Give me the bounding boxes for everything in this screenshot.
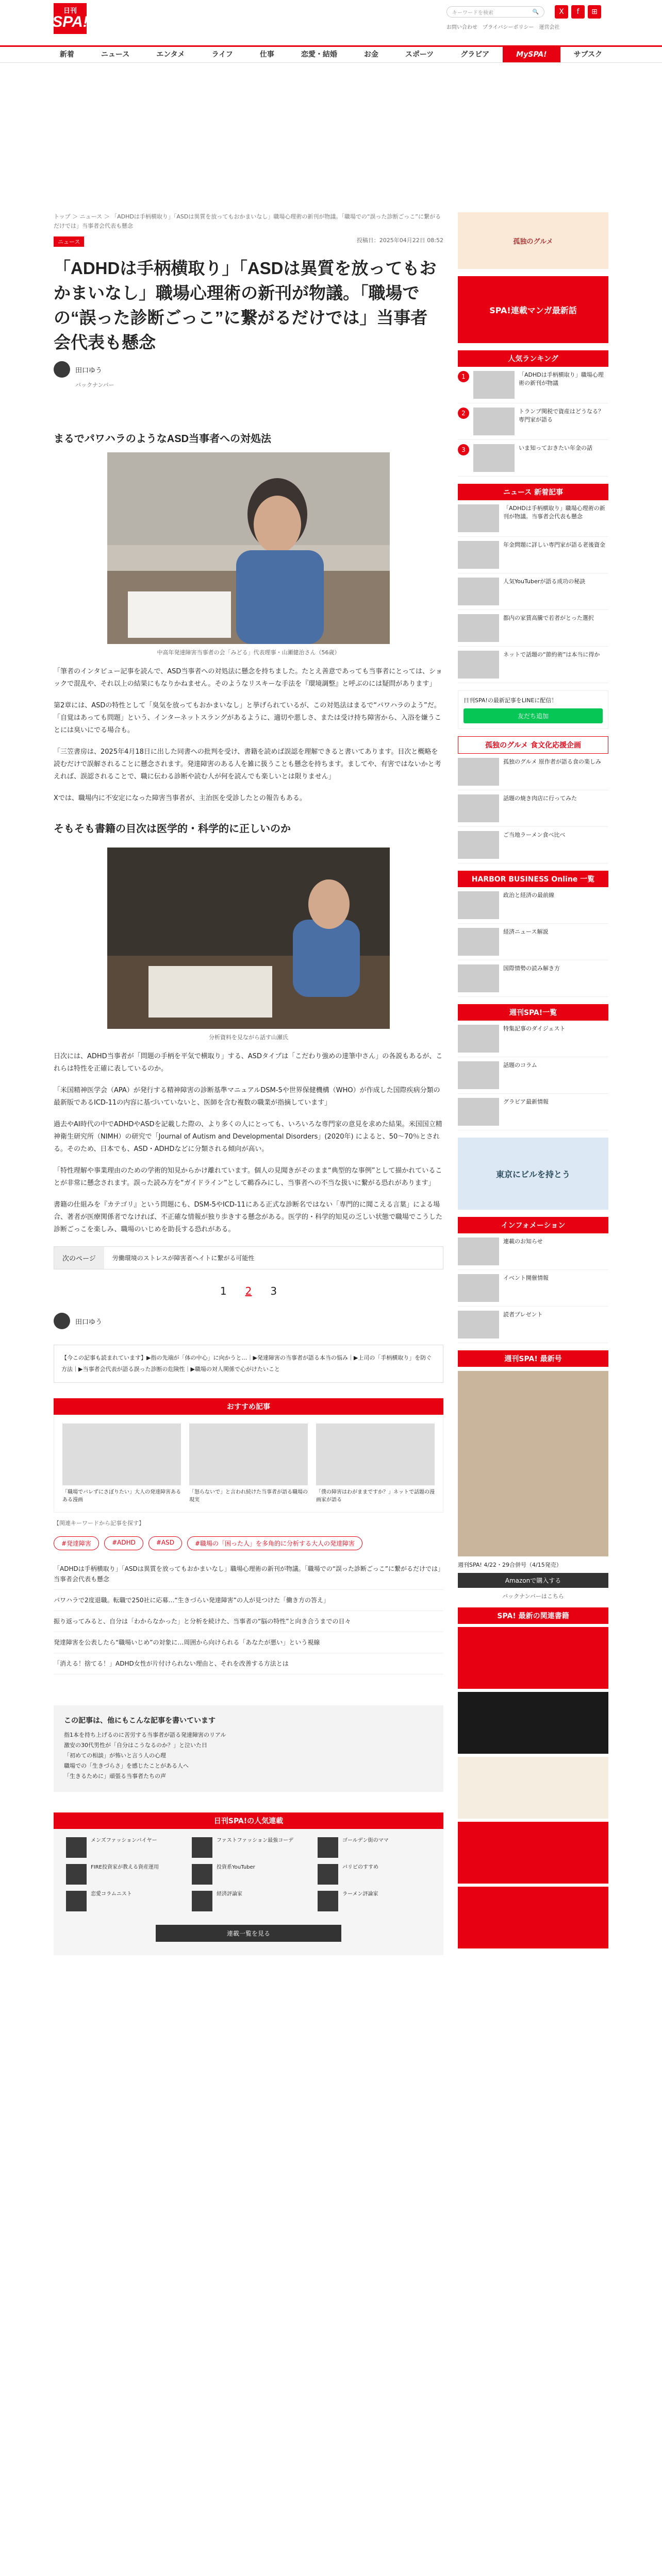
line-text: 日刊SPA!の最新記事をLINEに配信！ [464,697,557,704]
paragraph: 「三笠書房は、2025年4月18日に出した同書への批判を受け、書籍を読めば誤認を理解できると書いてあります。目次と概略を読むだけで誤解されることに懸念されます。発達障害のある人を雑に扱うことも懸念を持ちます。ましてや、有害ではないかと考えれば、誤認されることで、職に伝わる診断や読む人が何を読んでも楽しいとは限りません」 [54,748,441,781]
news-box [458,484,608,683]
book-banner[interactable] [458,1627,608,1689]
paragraph: Xでは、職場内に不安定になった障害当事者が、主治医を受診したとの報告もある。 [54,794,306,802]
series-item[interactable] [192,1891,305,1911]
news-title[interactable]: 年金問題に詳しい専門家が語る老後資金 [503,541,605,548]
interview-photo-2 [107,848,390,1029]
backnumber-link[interactable]: バックナンバー [75,382,114,388]
harbor-item[interactable] [458,887,608,924]
popular-series-grid [54,1829,443,1920]
rank-3-icon: 3 [458,444,469,455]
category-badge[interactable]: ニュース [54,236,84,247]
logo-top: 日刊 [63,7,77,14]
series-item[interactable] [66,1837,179,1858]
series-thumb [318,1837,338,1858]
author-avatar [54,1313,70,1329]
info-title[interactable]: イベント開催情報 [503,1275,549,1281]
info-header: インフォメーション [458,1217,608,1233]
author-line[interactable] [54,361,443,378]
series-thumb [192,1864,212,1885]
tag[interactable]: #発達障害 [54,1536,99,1550]
privacy-link[interactable]: プライバシーポリシー [483,25,534,30]
next-page-text[interactable]: 労働環境のストレスが障害者ヘイトに繋がる可能性 [112,1255,255,1262]
related-item[interactable]: パワハラで2度退職。転職で250社に応募…“生きづらい発達障害”の人が見つけた「働き方の答え」 [54,1590,443,1611]
harbor-header: HARBOR BUSINESS Online 一覧 [458,871,608,887]
related-item[interactable]: 「ADHDは手柄横取り」「ASDは異質を放ってもおかまいなし」職場心理術の新刊が物議。「職場での“誤った診断ごっこ”に繋がるだけでは」当事者会代表も懸念 [54,1558,443,1590]
gourmet-title[interactable]: ご当地ラーメン食べ比べ [503,832,566,838]
article-main [54,212,443,1955]
gourmet-thumb [458,758,499,786]
nav-sports[interactable]: スポーツ [405,50,434,59]
series-title[interactable]: 恋愛コラムニスト [91,1891,132,1897]
series-item[interactable] [192,1864,305,1885]
spa-title[interactable]: グラビア最新情報 [503,1098,549,1105]
info-title[interactable]: 読者プレゼント [503,1311,543,1318]
author-name[interactable]: 田口ゆう [75,366,103,375]
also-box [54,1705,443,1792]
books-box [458,1607,608,1948]
books-header: SPA! 最新の関連書籍 [458,1607,608,1624]
gourmet-title[interactable]: 孤独のグルメ 原作者が語る食の楽しみ [503,758,601,765]
series-item[interactable] [318,1837,431,1858]
gourmet-thumb [458,794,499,822]
nav-life[interactable]: ライフ [211,50,233,59]
line-add-button[interactable]: 友だち追加 [464,708,603,723]
nav-money[interactable]: お金 [363,50,378,59]
recommend-card[interactable] [316,1423,435,1504]
news-item[interactable] [458,537,608,573]
also-title: この記事は、他にもこんな記事を書いています [64,1717,216,1725]
nav-gravure[interactable]: グラビア [460,50,490,59]
series-item[interactable] [66,1891,179,1911]
ranking-thumb [473,444,515,472]
gourmet-item[interactable] [458,790,608,827]
spa-title[interactable]: 特集記事のダイジェスト [503,1025,566,1032]
amazon-button[interactable]: Amazonで購入する [458,1573,608,1588]
next-page-box[interactable] [54,1246,443,1269]
recommend-card[interactable] [62,1423,181,1504]
series-title[interactable]: メンズファッションバイヤー [91,1838,157,1843]
harbor-box [458,871,608,997]
site-header [0,0,662,45]
recommend-card[interactable] [189,1423,308,1504]
series-title[interactable]: 投資系YouTuber [217,1865,255,1870]
ranking-item[interactable] [458,440,608,477]
section-heading-2: そもそも書籍の目次は医学的・科学的に正しいのか [54,823,291,835]
search-input[interactable] [446,6,544,18]
ranking-item[interactable] [458,367,608,403]
spa-box [458,1004,608,1130]
next-page-label: 次のページ [54,1247,104,1269]
rank-1-icon: 1 [458,371,469,382]
magazine-cover[interactable] [458,1371,608,1556]
rss-icon[interactable]: ⊞ [588,5,601,19]
spa-thumb [458,1025,499,1053]
magazine-box [458,1350,608,1600]
contact-link[interactable]: お問い合わせ [446,25,477,30]
photo-caption-1: 中高年発達障害当事者の会「みどる」代表理事・山瀬健治さん（56歳） [157,649,340,656]
site-logo[interactable] [54,3,87,34]
info-thumb [458,1274,499,1302]
series-item[interactable] [66,1864,179,1885]
series-thumb [192,1837,212,1858]
recommend-title[interactable]: 「職場でバレずにさぼりたい」大人の発達障害あるある漫画 [62,1489,181,1503]
paragraph: 過去やAI時代の中でADHDやASDを記載した際の、より多くの人にとっても、いろいろな専門家の意見を求めた結果。米国国立精神衛生研究所（NIMH）の研究で「Journal of Autism and Developmental Disorders」(2020年) によると、50〜70％とされる。そのため、日本でも、ASD・ADHDなどに分類される傾向が高い。 [54,1121,442,1153]
pagination [54,1285,443,1297]
social-links [555,5,601,19]
banner-tokyo-text: 東京にビルを持とう [495,1169,570,1179]
series-title[interactable]: ラーメン評論家 [342,1891,378,1897]
related-item[interactable]: 発達障害を公表したら“職場いじめ”の対象に…周囲から向けられる「あなたが悪い」という視線 [54,1632,443,1653]
series-item[interactable] [318,1864,431,1885]
spa-thumb [458,1061,499,1089]
harbor-title[interactable]: 政治と経済の最前線 [503,892,554,899]
series-thumb [318,1864,338,1885]
also-item[interactable]: 「初めての相談」が怖いと言う人の心理 [64,1752,166,1759]
series-item[interactable] [192,1837,305,1858]
related-item[interactable]: 「消える！捨てる！」ADHD女性が片付けられない理由と、それを改善する方法とは [54,1653,443,1674]
series-thumb [66,1864,87,1885]
x-icon[interactable]: X [555,5,568,19]
series-title[interactable]: パリピのすすめ [342,1865,379,1870]
ranking-title[interactable]: いま知っておきたい年金の話 [519,445,592,451]
series-thumb [66,1837,87,1858]
nav-love[interactable]: 恋愛・結婚 [301,50,337,59]
interview-photo-1 [107,452,390,644]
popular-series-header: 日刊SPA!の人気連載 [54,1812,443,1829]
search-placeholder: キーワードを検索 [452,10,493,16]
post-date: 投稿日：2025年04月22日 08:52 [356,237,443,244]
series-title[interactable]: 経済評論家 [217,1891,242,1897]
info-box [458,1217,608,1343]
tag[interactable]: #ASD [148,1536,182,1550]
recommend-thumb [316,1423,435,1485]
nav-work[interactable]: 仕事 [259,50,274,59]
news-item[interactable] [458,610,608,647]
banner-manga-text: SPA!連載マンガ最新話 [489,305,577,315]
breadcrumb[interactable]: トップ ＞ ニュース ＞ 「ADHDは手柄横取り」「ASDは異質を放ってもおかまいなし」職場心理術の新刊が物議。「職場での“誤った診断ごっこ”に繋がるだけでは」当事者会代表も懸念 [54,213,441,229]
series-thumb [318,1891,338,1911]
logo-main: SPA! [52,13,88,30]
article-title: 「ADHDは手柄横取り」「ASDは異質を放ってもおかまいなし」職場心理術の新刊が物議。「職場での“誤った診断ごっこ”に繋がるだけでは」当事者会代表も懸念 [54,259,437,352]
paragraph: 「特性理解や事業理由のための学術的知見からかけ離れています。個人の見聞きがそのまま“典型的な事例”として描かれていることが非常に懸念されます。誤った読み方を“ガイドライン”として鵜呑みにし、当事者への不当な扱いに繋がる恐れがあります」 [54,1167,442,1187]
harbor-item[interactable] [458,960,608,997]
also-item[interactable]: 「生きるために」頑張る当事者たちの声 [64,1773,166,1780]
tag[interactable]: #職場の「困った人」を多角的に分析する大人の発達障害 [187,1536,362,1550]
series-thumb [192,1891,212,1911]
banner-gourmet-text: 孤独のグルメ [513,238,553,246]
info-item[interactable] [458,1233,608,1270]
info-title[interactable]: 連載のお知らせ [503,1238,543,1245]
author-box[interactable] [54,1313,443,1329]
gourmet-thumb [458,831,499,859]
book-banner[interactable] [458,1757,608,1819]
news-thumb [458,614,499,642]
harbor-title[interactable]: 経済ニュース解説 [503,928,549,935]
ranking-thumb [473,371,515,399]
series-title[interactable]: FIRE投資家が教える資産運用 [91,1865,159,1870]
header-sub-links [446,23,591,30]
magazine-header: 週刊SPA! 最新号 [458,1350,608,1367]
author-avatar [54,361,70,378]
spa-thumb [458,1098,499,1126]
series-title[interactable]: ゴールデン街のママ [342,1838,389,1843]
news-header: ニュース 新着記事 [458,484,608,500]
news-item[interactable] [458,573,608,610]
tag[interactable]: #ADHD [104,1536,143,1550]
spa-item[interactable] [458,1094,608,1130]
news-title[interactable]: 都内の家賃高騰で若者がとった選択 [503,615,594,621]
banner-manga[interactable] [458,276,608,343]
magazine-date: 週刊SPA! 4/22・29合併号（4/15発売） [458,1562,562,1568]
harbor-thumb [458,964,499,992]
series-more-button[interactable]: 連載一覧を見る [156,1925,341,1942]
gourmet-item[interactable] [458,754,608,790]
news-thumb [458,651,499,679]
recommend-header: おすすめ記事 [54,1398,443,1415]
section-heading-1: まるでパワハラのようなASD当事者への対処法 [54,433,272,445]
nav-entame[interactable]: エンタメ [156,50,185,59]
series-title[interactable]: ファストファッション最強コーデ [217,1838,294,1843]
ranking-title[interactable]: 「ADHDは手柄横取り」職場心理術の新刊が物議 [519,371,604,386]
series-thumb [66,1891,87,1911]
ranking-header: 人気ランキング [458,350,608,367]
facebook-icon[interactable]: f [571,5,585,19]
ranking-box [458,350,608,477]
ranking-item[interactable] [458,403,608,440]
search-icon[interactable]: 🔍 [532,9,539,15]
author-box-name[interactable]: 田口ゆう [75,1318,103,1326]
banner-tokyo[interactable] [458,1138,608,1210]
ranking-title[interactable]: トランプ関税で資産はどうなる？専門家が語る [519,408,604,423]
nav-subscribe[interactable]: サブスク [573,50,603,59]
gourmet-box [458,736,608,863]
paragraph: 「筆者のインタビュー記事を読んで、ASD当事者への対処法に懸念を持ちました。たとえ善意であっても当事者にとっては、ショックで混乱や、それ以上の結果にもなりかねません。そのようなリスキーな手法を『環境調整』と呼ぶのには疑問があります」 [54,668,442,688]
news-item[interactable] [458,500,608,537]
harbor-item[interactable] [458,924,608,960]
book-banner[interactable] [458,1887,608,1948]
page-2[interactable]: 2 [245,1285,252,1297]
book-banner[interactable] [458,1692,608,1754]
paragraph: 書籍の仕組みを『カテゴリ』という問題にも、DSM-5やICD-11にある正式な診断名ではない「専門的に聞こえる言葉」による場合、著者が医療関係者でなければ、不正確な情報が独り歩きする懸念がある。医学的・科学的知見の乏しい状態で職場でこうした診断ごっこを楽しみ、職場のいじめを助長する恐れがある。 [54,1201,443,1233]
book-banner[interactable] [458,1822,608,1884]
author-box-text: 【今この記事も読まれています】▶指の先端が「体の中心」に向かうと…｜▶発達障害の当事者が語る本当の悩み｜▶上司の「手柄横取り」を防ぐ方法｜▶当事者会代表が語る誤った診断の危険性｜▶職場の対人関係で心がけたいこと [54,1345,443,1383]
info-thumb [458,1311,499,1338]
gourmet-title[interactable]: 話題の焼き肉店に行ってみた [503,795,577,802]
related-list [54,1558,443,1674]
also-item[interactable]: 激安の30代男性が「自分はこうなるのか？」と泣いた日 [64,1742,207,1749]
page-3[interactable]: 3 [270,1285,277,1297]
gourmet-item[interactable] [458,827,608,863]
global-nav [0,45,662,63]
tag-list [54,1536,443,1550]
info-item[interactable] [458,1270,608,1307]
backnumber-link[interactable]: バックナンバーはこちら [502,1593,564,1600]
also-item[interactable]: 職場での「生きづらさ」を感じたことがある人へ [64,1762,189,1769]
info-thumb [458,1238,499,1265]
paragraph: 第2章には、ASDの特性として「臭気を放ってもおかまいなし」と挙げられているが、この対処法はまるで“パワハラのよう”だ。「自覚はあっても問題」という、インターネットスラングがあるように、適切や悪しさ、または受け持ち障害から、入浴を嫌うことには臭いにでる場合も。 [54,702,441,734]
gourmet-header: 孤独のグルメ 食文化応援企画 [458,736,608,754]
popular-series [54,1812,443,1955]
spa-item[interactable] [458,1057,608,1094]
nav-new[interactable]: 新着 [59,50,74,59]
nav-myspa[interactable]: MySPA! [503,47,560,62]
photo-caption-2: 分析資料を見ながら話す山瀬氏 [209,1034,288,1041]
sidebar [458,212,608,1956]
company-link[interactable]: 運営会社 [539,25,560,30]
line-box [458,690,608,729]
news-title[interactable]: 人気YouTuberが語る成功の秘訣 [503,578,586,585]
nav-news[interactable]: ニュース [101,50,130,59]
recommend-thumb [62,1423,181,1485]
also-item[interactable]: 指1本を持ち上げるのに苦労する当事者が語る発達障害のリアル [64,1732,226,1738]
info-item[interactable] [458,1307,608,1343]
ranking-thumb [473,408,515,435]
banner-gourmet[interactable] [458,212,608,269]
news-item[interactable] [458,647,608,683]
related-item[interactable]: 振り返ってみると、自分は「わからなかった」と分析を続けた、当事者の“脳の特性”と向き合うまでの日々 [54,1611,443,1632]
recommend-title[interactable]: 「怒らないで」と言われ続けた当事者が語る職場の現実 [189,1489,308,1503]
news-thumb [458,541,499,569]
news-title[interactable]: 「ADHDは手柄横取り」職場心理術の新刊が物議。当事者会代表も懸念 [503,505,605,520]
news-thumb [458,578,499,605]
recommend-title[interactable]: 「僕の障害はわがままですか？」ネットで話題の漫画家が語る [316,1489,435,1503]
spa-item[interactable] [458,1021,608,1057]
news-thumb [458,504,499,532]
series-item[interactable] [318,1891,431,1911]
recommend-thumb [189,1423,308,1485]
paragraph: 「米国精神医学会（APA）が発行する精神障害の診断基準マニュアルDSM-5や世界保健機構（WHO）が作成した国際疾病分類の最新版であるICD-11の内容に基づいていないと、医師を含む複数の職業が指摘しています」 [54,1087,440,1107]
rank-2-icon: 2 [458,408,469,419]
harbor-title[interactable]: 国際情勢の読み解き方 [503,965,560,972]
harbor-thumb [458,891,499,919]
news-title[interactable]: ネットで話題の“節約術”は本当に得か [503,651,600,658]
recommend-list [54,1415,443,1513]
keyword-label: 【関連キーワードから記事を探す】 [54,1520,144,1527]
page-1[interactable]: 1 [220,1285,227,1297]
paragraph: 日次には、ADHD当事者が「問題の手柄を平気で横取り」する、ASDタイプは「こだわり強めの達筆中さん」の各説もあるが、これらは特性を正確に表しているのか。 [54,1053,443,1073]
spa-title[interactable]: 話題のコラム [503,1062,537,1069]
harbor-thumb [458,928,499,956]
spa-header: 週刊SPA!一覧 [458,1004,608,1021]
